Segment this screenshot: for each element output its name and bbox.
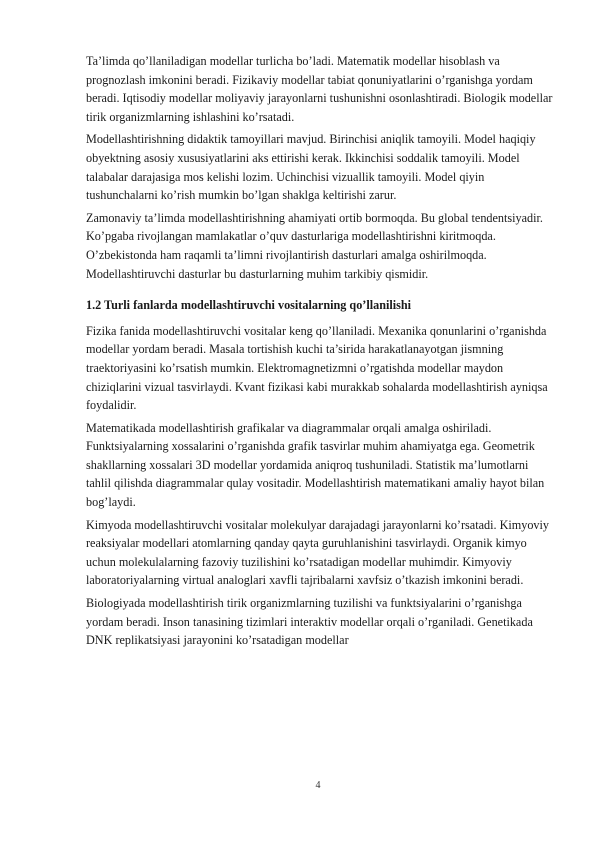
paragraph-mathematics: Matematikada modellashtirish grafikalar va diagrammalar orqali amalga oshiriladi. Funktsiyalarning xossalarini o’rganishda grafik tasvirlar muhim ahamiyatga ega. Geometrik shakllarning xossalari 3D modellar yordamida aniqroq tushuniladi. Statistik ma’lumotlarni tahlil qilishda diagrammalar qulay vositadir. Modellashtirish matematikani amaliy hayot bilan bog’laydi. bbox=[86, 420, 545, 510]
page-body bbox=[86, 52, 554, 654]
paragraph-physics: Fizika fanida modellashtiruvchi vositalar keng qo’llaniladi. Mexanika qonunlarini o’rganishda modellar yordam beradi. Masala tortishish kuchi ta’sirida harakatlanayotgan jismning traektoriyasini ko’rsatish mumkin. Elektromagnetizmni o’rgatishda modellar maydon chiziqlarini vizual tasvirlaydi. Kvant fizikasi kabi murakkab sohalarda modellashtirish ayniqsa foydalidir. bbox=[86, 323, 548, 413]
paragraph-modern-education: Zamonaviy ta’limda modellashtirishning ahamiyati ortib bormoqda. Bu global tendentsiyadir. Ko’pgaba rivojlangan mamlakatlar o’quv dasturlariga modellashtirishni kiritmoqda. O’zbekistonda ham raqamli ta’limni rivojlantirish dasturlari amalga oshirilmoqda. Modellashtiruvchi dasturlar bu dasturlarning muhim tarkibiy qismidir. bbox=[86, 210, 543, 281]
paragraph-model-types: Ta’limda qo’llaniladigan modellar turlicha bo’ladi. Matematik modellar hisoblash va prognozlash imkonini beradi. Fizikaviy modellar tabiat qonuniyatlarini o’rganishga yordam beradi. Iqtisodiy modellar moliyaviy jarayonlarni tushunishni osonlashtiradi. Biologik modellar tirik organizmlarning ishlashini ko’rsatadi. bbox=[86, 54, 553, 124]
section-heading: 1.2 Turli fanlarda modellashtiruvchi vositalarning qo’llanilishi bbox=[86, 298, 412, 313]
paragraph-chemistry: Kimyoda modellashtiruvchi vositalar molekulyar darajadagi jarayonlarni ko’rsatadi. Kimyoviy reaksiyalar modellari atomlarning qanday qayta guruhlanishini tasvirlaydi. Organik kimyo uchun molekulalarning fazoviy tuzilishini ko’rsatadigan modellar muhimdir. Kimyoviy laboratoriyalarning virtual analoglari xavfli tajribalarni xavfsiz o’tkazish imkonini beradi. bbox=[86, 517, 549, 588]
page-number: 4 bbox=[315, 780, 321, 791]
paragraph-biology: Biologiyada modellashtirish tirik organizmlarning tuzilishi va funktsiyalarini o’rganishga yordam beradi. Inson tanasining tizimlari interaktiv modellar orqali o’rganiladi. Genetikada DNK replikatsiyasi jarayonini ko’rsatadigan modellar bbox=[86, 596, 533, 648]
paragraph-didactic-principles: Modellashtirishning didaktik tamoyillari mavjud. Birinchisi aniqlik tamoyili. Model haqiqiy obyektning asosiy xususiyatlarini aks ettirishi kerak. Ikkinchisi soddalik tamoyili. Model talabalar darajasiga mos kelishi lozim. Uchinchisi vizuallik tamoyili. Model qiyin tushunchalarni ko’rish mumkin bo’lgan shaklga keltirishi zarur. bbox=[86, 132, 536, 203]
